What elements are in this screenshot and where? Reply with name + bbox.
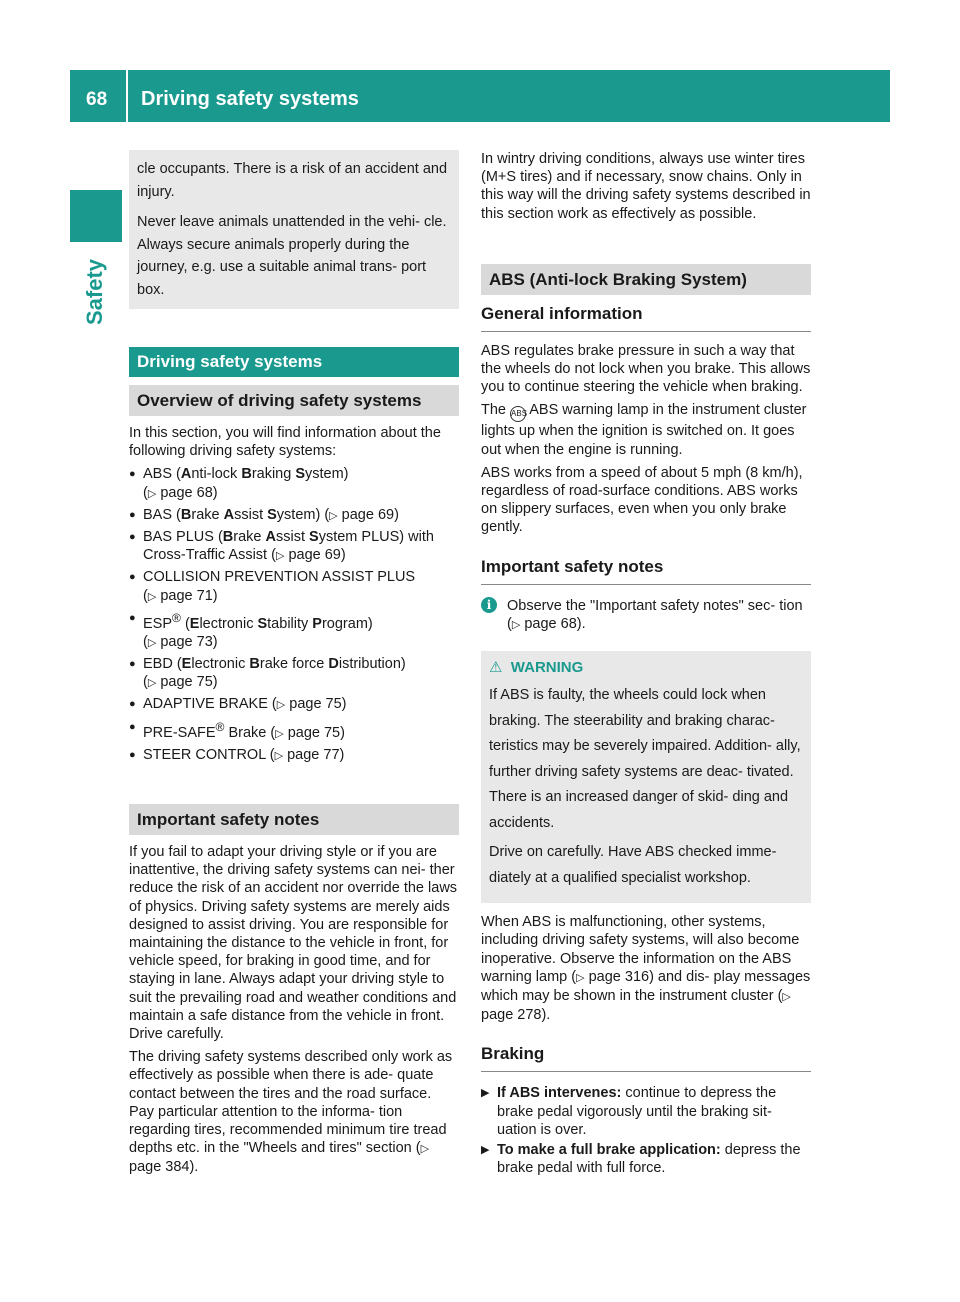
right-column bbox=[481, 150, 811, 1179]
list-item: ● PRE-SAFE® Brake (▷ page 75) bbox=[129, 719, 345, 741]
heading-important-notes: Important safety notes bbox=[129, 804, 459, 835]
section-heading-driving-safety: Driving safety systems bbox=[129, 347, 459, 377]
warning-p1: If ABS is faulty, the wheels could lock when braking. The steerability and braking charac- teristics may be severely impaired. Addition- ally, further driving safety systems are deac- tivated. There is an increased danger of skid- ding and accidents. bbox=[489, 687, 801, 831]
page-title: Driving safety systems bbox=[141, 88, 359, 110]
page-link[interactable]: page 75) bbox=[287, 724, 345, 741]
page-number: 68 bbox=[86, 89, 108, 110]
winter-paragraph: In wintry driving conditions, always use winter tires (M+S tires) and if necessary, snow chains. Only in this way will the driving safety systems described in this section work as effectively as possible. bbox=[481, 151, 811, 222]
important-notes-p2: The driving safety systems described only work as effectively as possible when there is ade- quate contact between the tires and the road surface. Pay particular attention to the informa- tion regarding tires, recommended minimum tire tread depths etc. in the "Wheels and tires" section (▷ page 384). bbox=[129, 1049, 453, 1176]
page-ref-arrow-icon: ▷ bbox=[147, 487, 157, 500]
list-item: ● BAS PLUS (Brake Assist System PLUS) with Cross-Traffic Assist (▷ page 69) bbox=[129, 529, 434, 564]
list-item: ● ABS (Anti-lock Braking System) (▷ page 68) bbox=[129, 466, 349, 501]
list-item: ● COLLISION PREVENTION ASSIST PLUS (▷ page 71) bbox=[129, 569, 416, 604]
header-divider bbox=[126, 70, 128, 122]
step-arrow-icon: ▶ bbox=[481, 1087, 490, 1100]
warning-box bbox=[481, 651, 811, 903]
overview-intro: In this section, you will find information about the following driving safety systems: bbox=[129, 425, 441, 460]
systems-list bbox=[129, 465, 459, 765]
page-link[interactable]: page 75) bbox=[160, 674, 218, 691]
page-link[interactable]: page 278). bbox=[481, 1007, 551, 1024]
page-ref-arrow-icon: ▷ bbox=[147, 636, 157, 649]
warning-p2: Drive on carefully. Have ABS checked imme- diately at a qualified specialist workshop. bbox=[489, 844, 777, 886]
page-ref-arrow-icon: ▷ bbox=[329, 509, 338, 522]
page-ref-arrow-icon: ▷ bbox=[147, 590, 157, 603]
page-link[interactable]: page 316) and dis- play messages which may be shown in the instrument cluster ( bbox=[481, 968, 811, 1005]
list-item: ● ESP® (Electronic Stability Program) (▷ page 73) bbox=[129, 610, 373, 650]
heading-abs: ABS (Anti-lock Braking System) bbox=[481, 264, 811, 295]
list-item: ● BAS (Brake Assist System) (▷ page 69) bbox=[129, 506, 399, 523]
intro-note-p1: cle occupants. There is a risk of an accident and injury. bbox=[137, 161, 448, 200]
general-p2: The ABS ABS warning lamp in the instrument cluster lights up when the ignition is switched on. It goes out when the engine is running. bbox=[481, 402, 807, 458]
page-ref-arrow-icon: ▷ bbox=[274, 749, 284, 762]
general-p1: ABS regulates brake pressure in such a way that the wheels do not lock when you brake. This allows you to continue steering the vehicle when braking. bbox=[481, 342, 811, 396]
intro-note-p2: Never leave animals unattended in the vehi- cle. Always secure animals properly during the journey, e.g. use a suitable animal trans- port box. bbox=[137, 214, 447, 298]
warning-triangle-icon: ⚠ bbox=[489, 659, 503, 677]
page-link[interactable]: page 68). bbox=[524, 615, 586, 632]
page-link[interactable]: page 77) bbox=[287, 746, 345, 763]
warning-title: ⚠ WARNING bbox=[489, 659, 584, 677]
page-ref-arrow-icon: ▷ bbox=[275, 727, 284, 740]
general-p3: ABS works from a speed of about 5 mph (8 km/h), regardless of road-surface conditions. ABS works on slippery surfaces, even when you only brake gently. bbox=[481, 464, 803, 536]
info-note: i Observe the "Important safety notes" sec- tion (▷ page 68). bbox=[481, 597, 811, 634]
page-ref-arrow-icon: ▷ bbox=[576, 971, 585, 984]
page-ref-arrow-icon: ▷ bbox=[511, 618, 521, 631]
page-link[interactable]: page 75) bbox=[289, 696, 347, 713]
list-item: ● ADAPTIVE BRAKE (▷ page 75) bbox=[129, 696, 347, 713]
page-ref-arrow-icon: ▷ bbox=[276, 699, 286, 712]
step-arrow-icon: ▶ bbox=[481, 1144, 490, 1157]
page-ref-arrow-icon: ▷ bbox=[420, 1143, 430, 1156]
page-ref-arrow-icon: ▷ bbox=[782, 991, 791, 1004]
important-notes-p1: If you fail to adapt your driving style or if you are inattentive, the driving safety systems can nei- ther reduce the risk of an accident nor override the laws of physics. Driving safety systems are merely aids designed to assist driving. You are responsible for maintaining the distance to the vehicle in front, for vehicle speed, for braking in good time, and for staying in lane. Always adapt your driving style to suit the prevailing road and weather conditions and maintain a safe distance from the vehicle in front. Drive carefully. bbox=[129, 843, 458, 1042]
page-link[interactable]: page 73) bbox=[160, 633, 218, 650]
list-item: ● STEER CONTROL (▷ page 77) bbox=[129, 746, 345, 763]
page-ref-arrow-icon: ▷ bbox=[147, 677, 157, 690]
heading-overview: Overview of driving safety systems bbox=[129, 385, 459, 416]
intro-note-box bbox=[129, 150, 459, 309]
list-item: ● EBD (Electronic Brake force Distribution) (▷ page 75) bbox=[129, 656, 406, 691]
page-link[interactable]: page 71) bbox=[160, 587, 218, 604]
sidebar-marker bbox=[70, 190, 122, 242]
abs-warning-lamp-icon: ABS bbox=[510, 406, 526, 422]
heading-braking: Braking bbox=[481, 1043, 811, 1072]
instruction-step: ▶ If ABS intervenes: continue to depress the brake pedal vigorously until the braking sit- uation is over. bbox=[481, 1085, 777, 1138]
info-icon: i bbox=[481, 597, 497, 613]
malfunction-paragraph: When ABS is malfunctioning, other systems, including driving safety systems, will also become inoperative. Observe the information on the ABS warning lamp (▷ page 316) and dis- play messages which may be shown in the instrument cluster (▷ page 278). bbox=[481, 914, 811, 1024]
page-link[interactable]: page 69) bbox=[288, 547, 346, 564]
page-ref-arrow-icon: ▷ bbox=[275, 550, 285, 563]
page-link[interactable]: page 69) bbox=[341, 506, 399, 523]
page-link[interactable]: page 384). bbox=[129, 1159, 199, 1176]
sidebar-section-label: Safety bbox=[82, 258, 107, 325]
heading-important-safety-notes: Important safety notes bbox=[481, 556, 811, 585]
instruction-step: ▶ To make a full brake application: depress the brake pedal with full force. bbox=[481, 1142, 801, 1177]
left-column bbox=[129, 150, 459, 1182]
page-link[interactable]: page 68) bbox=[160, 484, 218, 501]
heading-general-information: General information bbox=[481, 303, 811, 332]
